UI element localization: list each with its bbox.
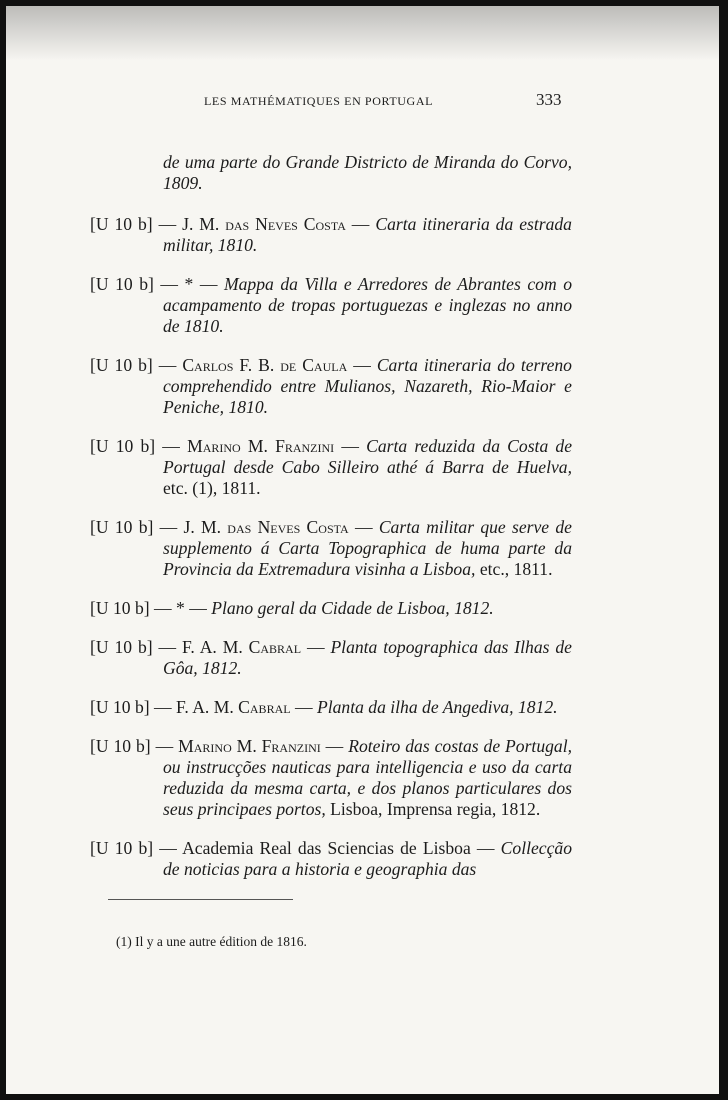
entry-author: Carlos F. B. de Caula (182, 354, 348, 375)
entry-ref: [U 10 b] — (90, 696, 177, 717)
entry-title: Planta topographica das Ilhas de Gôa, 1812. (163, 636, 572, 678)
list-item: [U 10 b] — Carlos F. B. de Caula — Carta itineraria do terreno comprehendido entre Mulianos, Nazareth, Rio-Maior e Peniche, 1810. (90, 354, 572, 417)
entry-author: J. M. das Neves Costa (183, 516, 349, 537)
entry-author: * (176, 597, 185, 618)
entry-ref: [U 10 b] — (90, 213, 183, 234)
page-number: 333 (536, 90, 562, 109)
entry-title: Collecção de noticias para a historia e geographia das (163, 837, 573, 879)
entry-author: F. A. M. Cabral (182, 636, 302, 657)
entry-author: * (184, 273, 194, 294)
entry-ref: [U 10 b] — (90, 735, 179, 756)
entry-ref: [U 10 b] — (90, 273, 185, 294)
entry-author: Marino M. Franzini (178, 735, 321, 756)
entry-title: Plano geral da Cidade de Lisboa, 1812. (211, 597, 494, 618)
entry-ref: [U 10 b] — (90, 636, 182, 657)
entry-title: Carta militar que serve de supplemento á Carta Topographica de huma parte da Provincia da Extremadura visinha a Lisboa, (163, 516, 572, 579)
list-item: [U 10 b] — * — Plano geral da Cidade de Lisboa, 1812. (90, 597, 494, 618)
list-item: [U 10 b] — F. A. M. Cabral — Planta topographica das Ilhas de Gôa, 1812. (90, 636, 572, 678)
entry-ref: [U 10 b] — (90, 435, 188, 456)
bibliography-list (90, 134, 572, 898)
list-item (90, 152, 572, 194)
list-item: [U 10 b] — Academia Real das Sciencias de Lisboa — Collecção de noticias para a historia e geographia das (90, 837, 573, 879)
entry-title: Carta reduzida da Costa de Portugal desde Cabo Silleiro athé á Barra de Huelva, (163, 435, 573, 477)
entry-tail: etc., 1811. (475, 558, 553, 579)
entry-title: Planta da ilha de Angediva, 1812. (316, 696, 558, 717)
book-page (6, 6, 719, 1094)
entry-ref: [U 10 b] — (90, 837, 183, 858)
entry-tail: Lisboa, Imprensa regia, 1812. (325, 798, 541, 819)
entry-title: Roteiro das costas de Portugal, ou instrucções nauticas para intelligencia e uso da carta reduzida da mesma carta, e dos planos particulares dos seus principaes portos, (163, 735, 573, 819)
footnote-rule (108, 899, 293, 900)
list-item: [U 10 b] — F. A. M. Cabral — Planta da ilha de Angediva, 1812. (90, 696, 558, 717)
scan-shadow (6, 6, 719, 61)
entry-tail: etc. (1), 1811. (163, 477, 261, 498)
entry-title: de uma parte do Grande Districto de Miranda do Corvo, 1809. (163, 151, 572, 193)
footnote: (1) Il y a une autre édition de 1816. (116, 934, 307, 949)
entry-ref: [U 10 b] — (90, 516, 184, 537)
entry-ref: [U 10 b] — (90, 354, 183, 375)
entry-title: Mappa da Villa e Arredores de Abrantes com o acampamento de tropas portuguezas e inglezas no anno de 1810. (163, 273, 573, 336)
list-item: [U 10 b] — Marino M. Franzini — Roteiro das costas de Portugal, ou instrucções nauticas para intelligencia e uso da carta reduzida da mesma carta, e dos planos particulares dos seus principaes portos, Lisboa, Imprensa regia, 1812. (90, 735, 573, 819)
entry-author: Marino M. Franzini (187, 435, 335, 456)
list-item: [U 10 b] — * — Mappa da Villa e Arredores de Abrantes com o acampamento de tropas portuguezas e inglezas no anno de 1810. (90, 273, 573, 336)
list-item: [U 10 b] — J. M. das Neves Costa — Carta militar que serve de supplemento á Carta Topographica de huma parte da Provincia da Extremadura visinha a Lisboa, etc., 1811. (90, 516, 572, 579)
entry-author: Academia Real das Sciencias de Lisboa (182, 837, 471, 858)
running-title: LES MATHÉMATIQUES EN PORTUGAL (204, 94, 434, 108)
entry-author: F. A. M. Cabral (176, 696, 291, 717)
entry-author: J. M. das Neves Costa (182, 213, 346, 234)
entry-title: Carta itineraria do terreno comprehendido entre Mulianos, Nazareth, Rio-Maior e Peniche, 1810. (163, 354, 572, 417)
entry-title: Carta itineraria da estrada militar, 1810. (163, 213, 572, 255)
list-item: [U 10 b] — Marino M. Franzini — Carta reduzida da Costa de Portugal desde Cabo Silleiro athé á Barra de Huelva, etc. (1), 1811. (90, 435, 573, 498)
entry-ref: [U 10 b] — (90, 597, 177, 618)
list-item: [U 10 b] — J. M. das Neves Costa — Carta itineraria da estrada militar, 1810. (90, 213, 572, 255)
